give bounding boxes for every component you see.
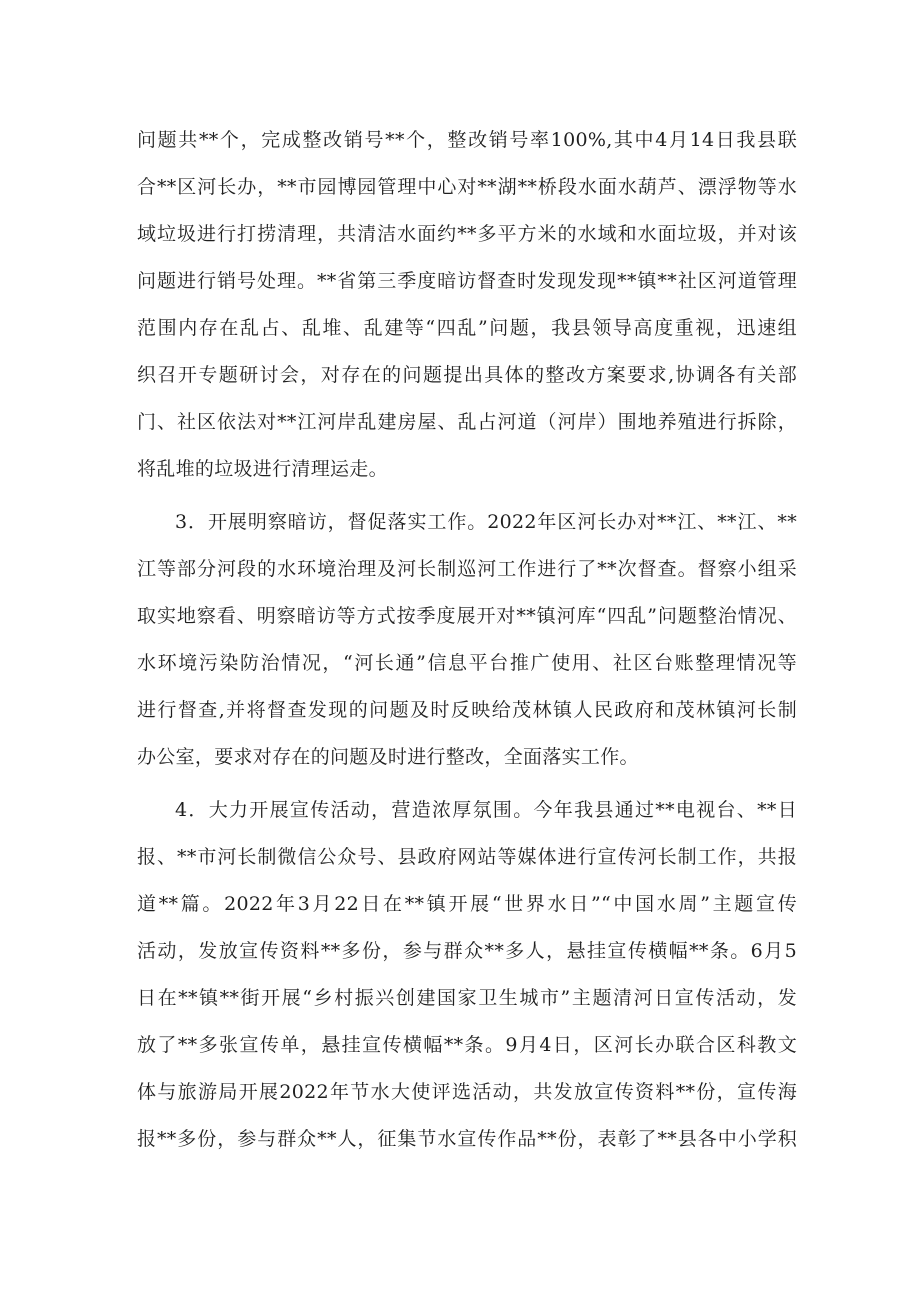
text-line: 放了**多张宣传单，悬挂宣传横幅**条。9月4日，区河长办联合区科教文: [137, 1034, 797, 1056]
body-text: [137, 117, 797, 1163]
text-line: 江等部分河段的水环境治理及河长制巡河工作进行了**次督查。督察小组采: [137, 558, 797, 580]
text-line: 办公室，要求对存在的问题及时进行整改，全面落实工作。: [137, 746, 639, 768]
text-line: 4．大力开展宣传活动，营造浓厚氛围。今年我县通过**电视台、**日: [175, 799, 797, 821]
text-line: 水环境污染防治情况，“河长通”信息平台推广使用、社区台账整理情况等: [137, 652, 797, 674]
text-line: 范围内存在乱占、乱堆、乱建等“四乱”问题，我县领导高度重视，迅速组: [137, 317, 797, 339]
text-line: 取实地察看、明察暗访等方式按季度展开对**镇河库“四乱”问题整治情况、: [137, 605, 797, 627]
paragraph-remediation-results: [137, 117, 797, 493]
text-line: 域垃圾进行打捞清理，共清洁水面约**多平方米的水域和水面垃圾，并对该: [137, 223, 797, 245]
paragraph-inspection: [137, 499, 797, 781]
text-line: 报、**市河长制微信公众号、县政府网站等媒体进行宣传河长制工作，共报: [137, 846, 797, 868]
text-line: 道**篇。2022年3月22日在**镇开展“世界水日”“中国水周”主题宣传: [137, 893, 797, 915]
text-line: 门、社区依法对**江河岸乱建房屋、乱占河道（河岸）围地养殖进行拆除，: [137, 411, 797, 433]
text-line: 合**区河长办，**市园博园管理中心对**湖**桥段水面水葫芦、漂浮物等水: [137, 176, 797, 198]
text-line: 日在**镇**街开展“乡村振兴创建国家卫生城市”主题清河日宣传活动，发: [137, 987, 797, 1009]
text-line: 体与旅游局开展2022年节水大使评选活动，共发放宣传资料**份，宣传海: [137, 1081, 797, 1103]
text-line: 织召开专题研讨会，对存在的问题提出具体的整改方案要求,协调各有关部: [137, 364, 797, 386]
text-line: 问题进行销号处理。**省第三季度暗访督查时发现发现**镇**社区河道管理: [137, 270, 797, 292]
text-line: 进行督查,并将督查发现的问题及时反映给茂林镇人民政府和茂林镇河长制: [137, 699, 797, 721]
text-line: 将乱堆的垃圾进行清理运走。: [137, 458, 388, 480]
text-line: 3．开展明察暗访，督促落实工作。2022年区河长办对**江、**江、**: [175, 511, 797, 533]
text-line: 活动，发放宣传资料**多份，参与群众**多人，悬挂宣传横幅**条。6月5: [137, 940, 797, 962]
text-line: 问题共**个，完成整改销号**个，整改销号率100%,其中4月14日我县联: [137, 129, 797, 151]
paragraph-publicity: [137, 787, 797, 1163]
text-line: 报**多份，参与群众**人，征集节水宣传作品**份，表彰了**县各中小学积: [137, 1128, 797, 1150]
